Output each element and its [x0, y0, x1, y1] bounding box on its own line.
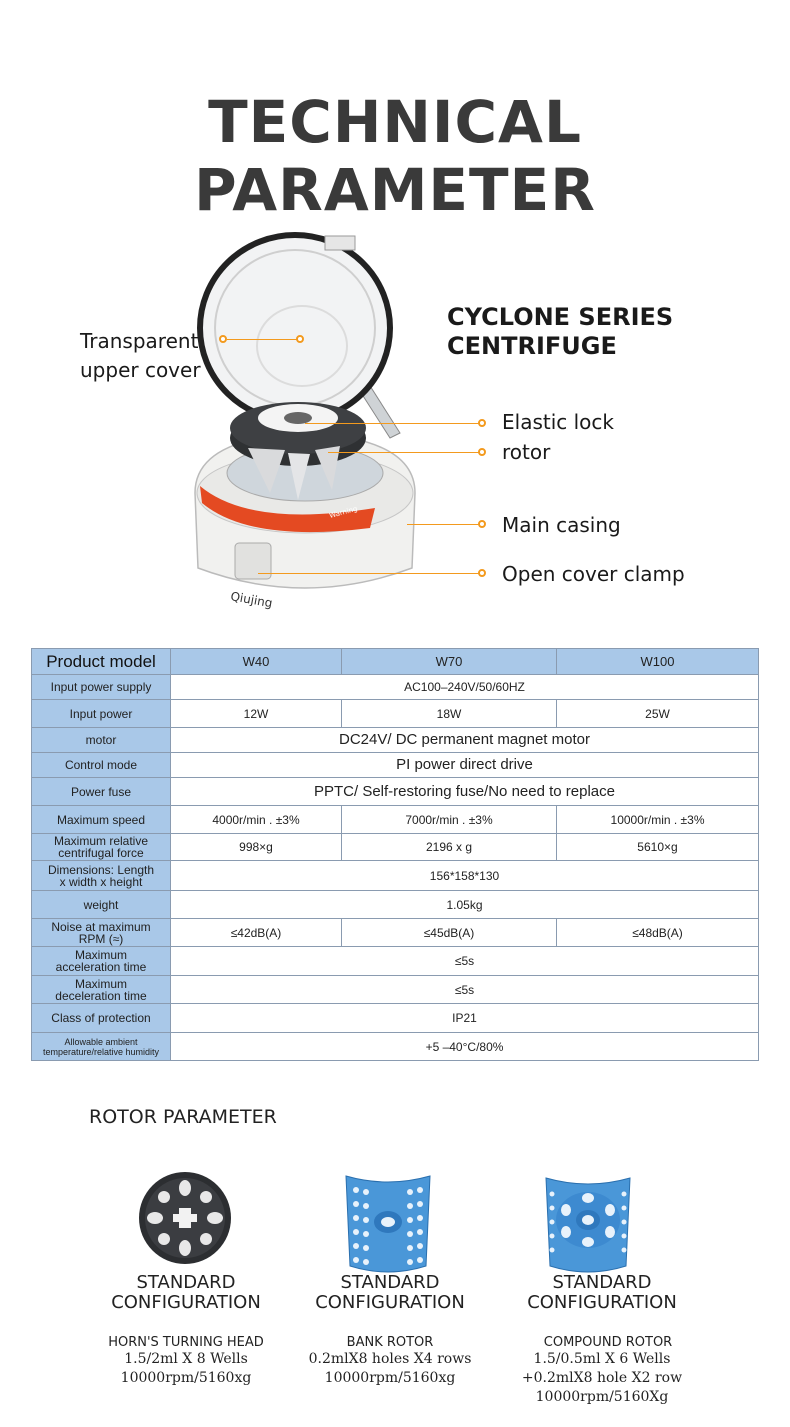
header-w70: W70	[342, 649, 557, 675]
table-row	[32, 728, 759, 753]
row-label: Maximum relative centrifugal force	[32, 834, 171, 861]
table-row	[32, 891, 759, 919]
cell-value: PPTC/ Self-restoring fuse/No need to replace	[171, 778, 759, 806]
header-w100: W100	[557, 649, 759, 675]
cell-value: 7000r/min . ±3%	[342, 806, 557, 834]
table-row	[32, 700, 759, 728]
table-row	[32, 919, 759, 947]
cell-value: 1.05kg	[171, 891, 759, 919]
page-title: TECHNICAL PARAMETER	[194, 88, 596, 224]
rotor-card-horn: STANDARD CONFIGURATION HORN'S TURNING HEAD 1.5/2ml X 8 Wells 10000rpm/5160xg	[108, 1272, 264, 1386]
cell-value: 18W	[342, 700, 557, 728]
cell-value: ≤5s	[171, 947, 759, 976]
cell-value: +5 –40°C/80%	[171, 1033, 759, 1061]
callout-dot-clamp	[478, 569, 486, 577]
row-label: Maximum deceleration time	[32, 976, 171, 1004]
callout-clamp: Open cover clamp	[502, 562, 685, 586]
header-w40: W40	[171, 649, 342, 675]
callout-casing: Main casing	[502, 513, 621, 537]
callout-line-rotor	[328, 452, 481, 453]
cell-value: ≤42dB(A)	[171, 919, 342, 947]
table-row	[32, 834, 759, 861]
series-title: CYCLONE SERIES CENTRIFUGE	[447, 303, 674, 360]
horns-turning-head-image	[137, 1170, 233, 1266]
table-row	[32, 753, 759, 778]
table-row	[32, 861, 759, 891]
table-row	[32, 1004, 759, 1033]
row-label: motor	[32, 728, 171, 753]
table-row	[32, 947, 759, 976]
callout-dot-rotor	[478, 448, 486, 456]
table-row	[32, 1033, 759, 1061]
cell-value: 10000r/min . ±3%	[557, 806, 759, 834]
cell-value: AC100–240V/50/60HZ	[171, 675, 759, 700]
table-row	[32, 806, 759, 834]
rotor-section-title: ROTOR PARAMETER	[89, 1106, 277, 1128]
table-row	[32, 778, 759, 806]
row-label: Power fuse	[32, 778, 171, 806]
row-label: weight	[32, 891, 171, 919]
callout-rotor: rotor	[502, 440, 551, 464]
row-label: Input power	[32, 700, 171, 728]
cell-value: DC24V/ DC permanent magnet motor	[171, 728, 759, 753]
cell-value: ≤48dB(A)	[557, 919, 759, 947]
rotor-card-bank: STANDARD CONFIGURATION BANK ROTOR 0.2mlX8 holes X4 rows 10000rpm/5160xg	[308, 1272, 472, 1386]
callout-dot-cover	[219, 335, 227, 343]
callout-lock: Elastic lock	[502, 410, 614, 434]
cell-value: PI power direct drive	[171, 753, 759, 778]
row-label: Noise at maximum RPM (≈)	[32, 919, 171, 947]
table-row	[32, 649, 759, 675]
callout-line-clamp	[258, 573, 481, 574]
warning-text: Warning	[328, 504, 359, 520]
row-label: Maximum speed	[32, 806, 171, 834]
callout-dot-lock	[478, 419, 486, 427]
compound-rotor-image	[540, 1170, 636, 1278]
row-label: Dimensions: Length x width x height	[32, 861, 171, 891]
bank-rotor-image	[342, 1170, 434, 1278]
callout-line-casing	[407, 524, 481, 525]
row-label: Maximum acceleration time	[32, 947, 171, 976]
callout-dot-casing	[478, 520, 486, 528]
cell-value: 998×g	[171, 834, 342, 861]
row-label: Allowable ambient temperature/relative humidity	[32, 1033, 171, 1061]
cell-value: 4000r/min . ±3%	[171, 806, 342, 834]
callout-dot-cover-end	[296, 335, 304, 343]
row-label: Control mode	[32, 753, 171, 778]
cell-value: 2196 x g	[342, 834, 557, 861]
cell-value: 156*158*130	[171, 861, 759, 891]
table-row	[32, 675, 759, 700]
rotor-card-compound: STANDARD CONFIGURATION COMPOUND ROTOR 1.5/0.5ml X 6 Wells +0.2mlX8 hole X2 row 10000rpm/5160Xg	[521, 1272, 683, 1405]
spec-table	[31, 648, 759, 1061]
row-label: Input power supply	[32, 675, 171, 700]
row-label: Class of protection	[32, 1004, 171, 1033]
cell-value: ≤45dB(A)	[342, 919, 557, 947]
header-product-model: Product model	[32, 649, 171, 675]
cell-value: IP21	[171, 1004, 759, 1033]
table-row	[32, 976, 759, 1004]
cell-value: 25W	[557, 700, 759, 728]
callout-cover: Transparent upper cover	[80, 329, 201, 382]
cell-value: 5610×g	[557, 834, 759, 861]
callout-line-lock	[305, 423, 481, 424]
callout-line-cover	[227, 339, 299, 340]
brand-logo: Qiujing	[229, 589, 274, 611]
cell-value: 12W	[171, 700, 342, 728]
cell-value: ≤5s	[171, 976, 759, 1004]
